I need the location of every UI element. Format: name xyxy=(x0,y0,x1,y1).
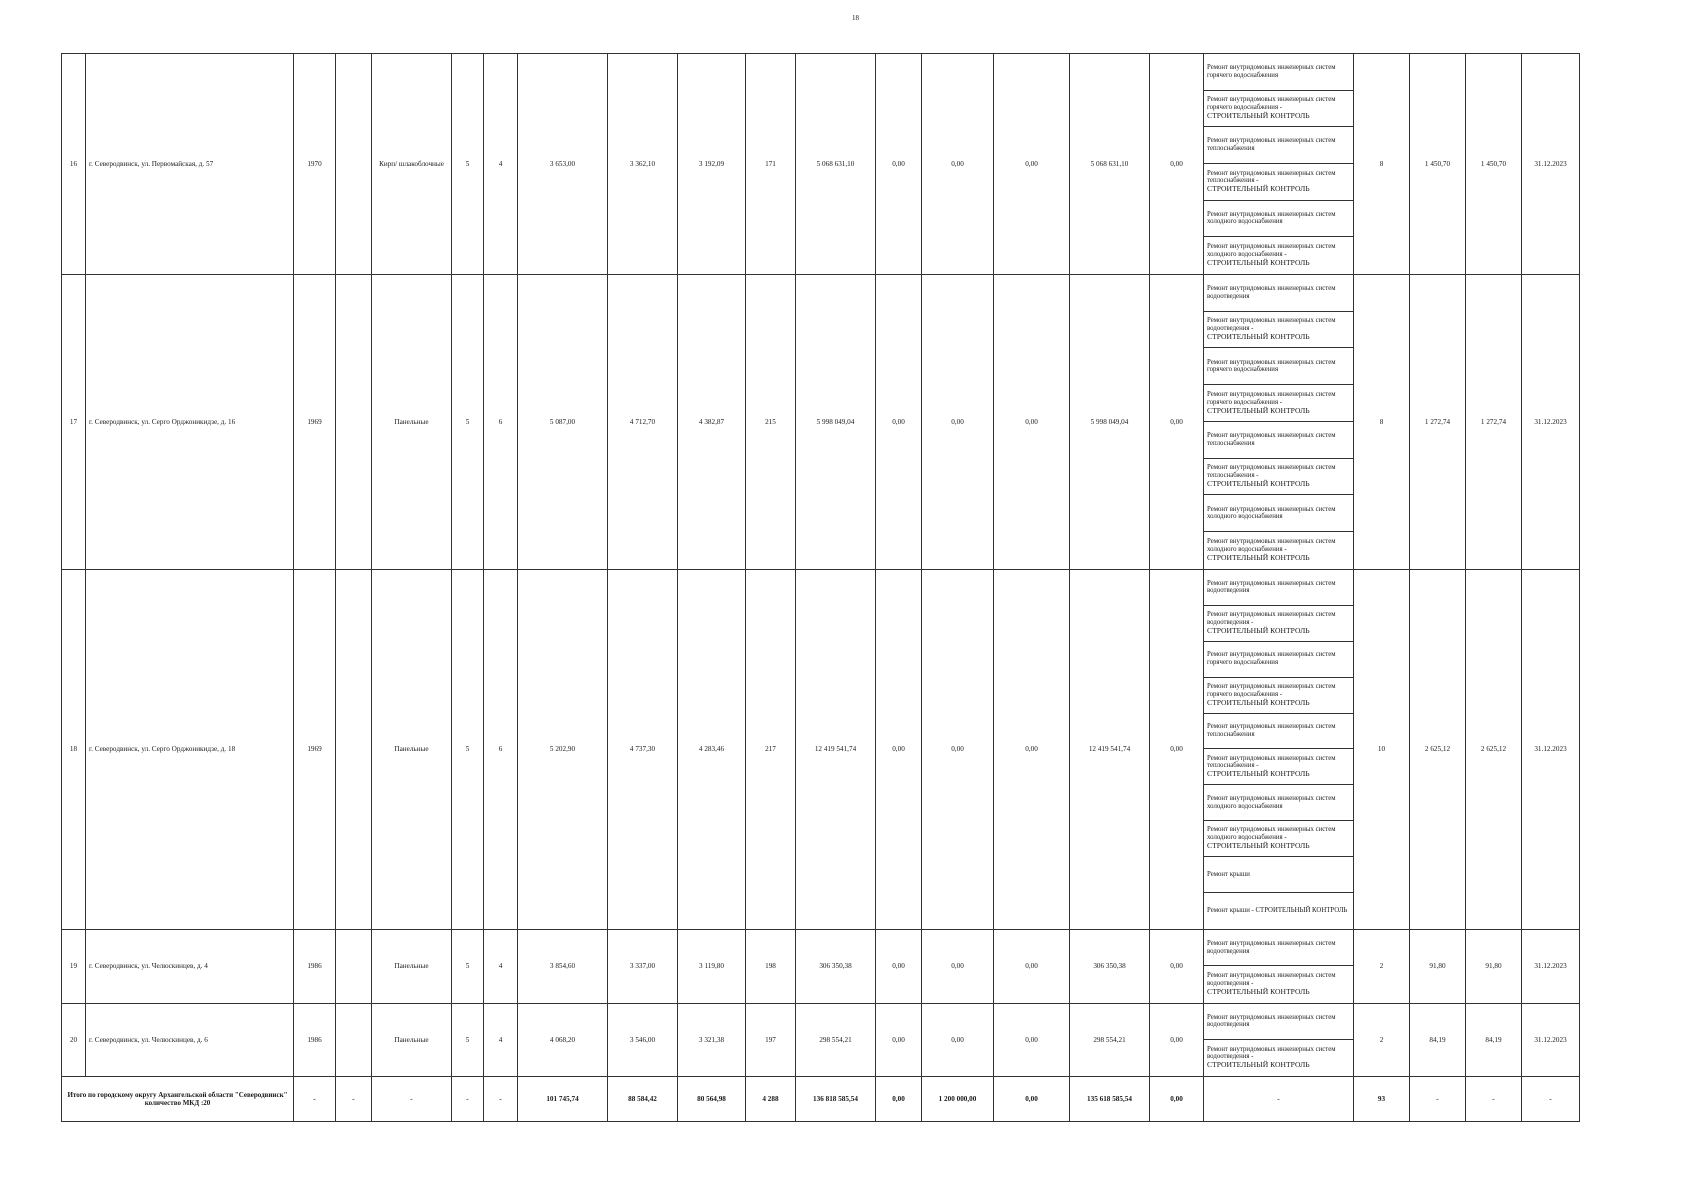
work-item xyxy=(1204,857,1353,893)
work-item xyxy=(1204,893,1353,929)
work-item-text: Ремонт внутридомовых инженерных систем холодного водоснабжения xyxy=(1207,210,1336,226)
cell-area-res: 4 382,87 xyxy=(678,274,746,569)
cell-fund-other: 0,00 xyxy=(1150,274,1204,569)
page-number: 18 xyxy=(852,14,859,22)
work-item-text: Ремонт внутридомовых инженерных систем горячего водоснабжения xyxy=(1207,64,1336,79)
work-item-control-text: СТРОИТЕЛЬНЫЙ КОНТРОЛЬ xyxy=(1207,332,1310,342)
cell-area-res: 3 321,38 xyxy=(678,1003,746,1076)
work-item-control-text: СТРОИТЕЛЬНЫЙ КОНТРОЛЬ xyxy=(1207,405,1310,415)
cell-floors: 5 xyxy=(452,929,484,1003)
work-item xyxy=(1204,606,1353,642)
cell-area-living: 3 546,00 xyxy=(608,1003,678,1076)
total-label: Итого по городскому округу Архангельской области "Северодвинск" количество МКД :20 xyxy=(62,1076,294,1121)
cell-deadline: 31.12.2023 xyxy=(1522,569,1580,929)
table-row xyxy=(62,929,1580,1003)
work-item xyxy=(1204,495,1353,532)
work-item xyxy=(1204,821,1353,857)
cell-area-total: 4 068,20 xyxy=(518,1003,608,1076)
cell-floors: 5 xyxy=(452,1003,484,1076)
work-item xyxy=(1204,966,1353,1003)
cell-fund-loc: 0,00 xyxy=(994,929,1070,1003)
total-unit-cost: - xyxy=(1410,1076,1466,1121)
total-year: - xyxy=(294,1076,336,1121)
work-item-control-text: СТРОИТЕЛЬНЫЙ КОНТРОЛЬ xyxy=(1207,479,1310,489)
work-item xyxy=(1204,275,1353,312)
cell-fund-loc: 0,00 xyxy=(994,569,1070,929)
cell-residents: 215 xyxy=(746,274,796,569)
cell-material: Кирп/ шлакоблочные xyxy=(372,54,452,275)
cell-fund-own: 5 998 049,04 xyxy=(1070,274,1150,569)
work-item xyxy=(1204,348,1353,385)
work-item-control-text: СТРОИТЕЛЬНЫЙ КОНТРОЛЬ xyxy=(1207,841,1310,851)
work-item-control-text: СТРОИТЕЛЬНЫЙ КОНТРОЛЬ xyxy=(1207,987,1310,997)
work-item-text: Ремонт внутридомовых инженерных систем теплоснабжения xyxy=(1207,723,1336,738)
work-item xyxy=(1204,532,1353,569)
total-works: - xyxy=(1204,1076,1354,1121)
cell-fund-reg: 0,00 xyxy=(922,929,994,1003)
cell-residents: 171 xyxy=(746,54,796,275)
cell-fund-reg: 0,00 xyxy=(922,54,994,275)
work-item xyxy=(1204,785,1353,821)
work-item xyxy=(1204,201,1353,238)
cell-entrances: 4 xyxy=(484,54,518,275)
work-item-text: Ремонт внутридомовых инженерных систем холодного водоснабжения - xyxy=(1207,826,1336,842)
cell-year: 1986 xyxy=(294,929,336,1003)
work-item xyxy=(1204,54,1353,91)
cell-residents: 217 xyxy=(746,569,796,929)
work-item-text: Ремонт внутридомовых инженерных систем холодного водоснабжения xyxy=(1207,505,1336,521)
work-item-text: Ремонт внутридомовых инженерных систем теплоснабжения - xyxy=(1207,464,1336,480)
cell-area-res: 3 192,09 xyxy=(678,54,746,275)
cell-cost-total: 298 554,21 xyxy=(796,1003,876,1076)
work-item-control-text: СТРОИТЕЛЬНЫЙ КОНТРОЛЬ xyxy=(1207,184,1310,194)
cell-fund-fed: 0,00 xyxy=(876,929,922,1003)
work-item xyxy=(1204,237,1353,274)
work-item-text: Ремонт внутридомовых инженерных систем водоотведения xyxy=(1207,939,1336,955)
total-area-total: 101 745,74 xyxy=(518,1076,608,1121)
cell-works-list xyxy=(1204,569,1354,929)
cell-fund-fed: 0,00 xyxy=(876,54,922,275)
cell-entrances: 6 xyxy=(484,274,518,569)
cell-unit-limit: 1 272,74 xyxy=(1466,274,1522,569)
cell-deadline: 31.12.2023 xyxy=(1522,54,1580,275)
table-row xyxy=(62,569,1580,929)
cell-area-living: 4 737,30 xyxy=(608,569,678,929)
work-item-text: Ремонт внутридомовых инженерных систем водоотведения - xyxy=(1207,317,1336,333)
cell-fund-other: 0,00 xyxy=(1150,54,1204,275)
work-item xyxy=(1204,127,1353,164)
work-item xyxy=(1204,164,1353,201)
total-floors: - xyxy=(452,1076,484,1121)
cell-blank xyxy=(336,929,372,1003)
work-item-text: Ремонт внутридомовых инженерных систем водоотведения - xyxy=(1207,1045,1336,1061)
cell-fund-fed: 0,00 xyxy=(876,569,922,929)
work-item-text: Ремонт внутридомовых инженерных систем горячего водоснабжения xyxy=(1207,651,1336,667)
cell-num: 17 xyxy=(62,274,86,569)
cell-num: 19 xyxy=(62,929,86,1003)
cell-works-list xyxy=(1204,54,1354,275)
cell-unit-limit: 84,19 xyxy=(1466,1003,1522,1076)
cell-fund-other: 0,00 xyxy=(1150,929,1204,1003)
cell-works-count: 8 xyxy=(1354,274,1410,569)
total-residents: 4 288 xyxy=(746,1076,796,1121)
work-item-text: Ремонт внутридомовых инженерных систем водоотведения xyxy=(1207,1013,1336,1029)
cell-blank xyxy=(336,569,372,929)
total-deadline: - xyxy=(1522,1076,1580,1121)
work-item-text: Ремонт внутридомовых инженерных систем водоотведения xyxy=(1207,285,1336,300)
cell-fund-other: 0,00 xyxy=(1150,1003,1204,1076)
cell-area-living: 3 362,10 xyxy=(608,54,678,275)
total-entrances: - xyxy=(484,1076,518,1121)
cell-address: г. Северодвинск, ул. Серго Орджоникидзе, д. 16 xyxy=(86,274,294,569)
work-item xyxy=(1204,1004,1353,1040)
cell-blank xyxy=(336,1003,372,1076)
cell-area-living: 3 337,00 xyxy=(608,929,678,1003)
work-item xyxy=(1204,422,1353,459)
work-item-control-text: СТРОИТЕЛЬНЫЙ КОНТРОЛЬ xyxy=(1207,697,1310,707)
cell-address: г. Северодвинск, ул. Челюскинцев, д. 4 xyxy=(86,929,294,1003)
work-item-text: Ремонт внутридомовых инженерных систем теплоснабжения xyxy=(1207,137,1336,153)
total-row xyxy=(62,1076,1580,1121)
cell-fund-reg: 0,00 xyxy=(922,274,994,569)
cell-blank xyxy=(336,54,372,275)
cell-cost-total: 5 068 631,10 xyxy=(796,54,876,275)
cell-num: 18 xyxy=(62,569,86,929)
cell-address: г. Северодвинск, ул. Челюскинцев, д. 6 xyxy=(86,1003,294,1076)
work-item-text: Ремонт внутридомовых инженерных систем водоотведения - xyxy=(1207,611,1336,626)
work-item-text: Ремонт внутридомовых инженерных систем холодного водоснабжения - xyxy=(1207,243,1336,259)
total-cost-total: 136 818 585,54 xyxy=(796,1076,876,1121)
work-item-text: Ремонт внутридомовых инженерных систем горячего водоснабжения - xyxy=(1207,682,1336,698)
work-item xyxy=(1204,91,1353,128)
cell-deadline: 31.12.2023 xyxy=(1522,1003,1580,1076)
work-item xyxy=(1204,930,1353,967)
cell-fund-loc: 0,00 xyxy=(994,54,1070,275)
cell-num: 16 xyxy=(62,54,86,275)
total-area-res: 80 564,98 xyxy=(678,1076,746,1121)
cell-fund-fed: 0,00 xyxy=(876,274,922,569)
work-item-text: Ремонт внутридомовых инженерных систем холодного водоснабжения - xyxy=(1207,538,1336,554)
work-item xyxy=(1204,1040,1353,1076)
table-row xyxy=(62,1003,1580,1076)
cell-year: 1986 xyxy=(294,1003,336,1076)
cell-area-res: 3 119,80 xyxy=(678,929,746,1003)
work-item-text: Ремонт внутридомовых инженерных систем водоотведения xyxy=(1207,579,1336,595)
work-item-text: Ремонт крыши xyxy=(1207,870,1250,878)
cell-year: 1969 xyxy=(294,569,336,929)
cell-unit-limit: 91,80 xyxy=(1466,929,1522,1003)
cell-unit-cost: 1 272,74 xyxy=(1410,274,1466,569)
cell-floors: 5 xyxy=(452,274,484,569)
cell-residents: 198 xyxy=(746,929,796,1003)
work-item-text: Ремонт внутридомовых инженерных систем холодного водоснабжения xyxy=(1207,794,1336,810)
total-unit-limit: - xyxy=(1466,1076,1522,1121)
work-item-control-text: СТРОИТЕЛЬНЫЙ КОНТРОЛЬ xyxy=(1207,769,1310,779)
cell-material: Панельные xyxy=(372,929,452,1003)
work-item xyxy=(1204,570,1353,606)
cell-address: г. Северодвинск, ул. Первомайская, д. 57 xyxy=(86,54,294,275)
work-item-text: Ремонт внутридомовых инженерных систем горячего водоснабжения - xyxy=(1207,96,1336,112)
cell-floors: 5 xyxy=(452,569,484,929)
cell-unit-limit: 2 625,12 xyxy=(1466,569,1522,929)
cell-cost-total: 306 350,38 xyxy=(796,929,876,1003)
cell-area-total: 5 202,90 xyxy=(518,569,608,929)
work-item-control-text: СТРОИТЕЛЬНЫЙ КОНТРОЛЬ xyxy=(1207,110,1310,120)
cell-material: Панельные xyxy=(372,274,452,569)
table-row xyxy=(62,54,1580,275)
cell-unit-cost: 84,19 xyxy=(1410,1003,1466,1076)
capital-repair-table xyxy=(61,53,1580,1122)
cell-blank xyxy=(336,274,372,569)
cell-fund-own: 5 068 631,10 xyxy=(1070,54,1150,275)
work-item xyxy=(1204,714,1353,750)
cell-unit-limit: 1 450,70 xyxy=(1466,54,1522,275)
work-item xyxy=(1204,678,1353,714)
work-item xyxy=(1204,749,1353,785)
work-item-text: Ремонт внутридомовых инженерных систем горячего водоснабжения xyxy=(1207,358,1336,374)
cell-entrances: 4 xyxy=(484,1003,518,1076)
cell-fund-other: 0,00 xyxy=(1150,569,1204,929)
work-item-control-text: СТРОИТЕЛЬНЫЙ КОНТРОЛЬ xyxy=(1207,1060,1310,1070)
cell-works-list xyxy=(1204,274,1354,569)
cell-area-living: 4 712,70 xyxy=(608,274,678,569)
total-fund-other: 0,00 xyxy=(1150,1076,1204,1121)
work-item-text: Ремонт крыши - СТРОИТЕЛЬНЫЙ КОНТРОЛЬ xyxy=(1207,906,1348,914)
cell-area-total: 3 653,00 xyxy=(518,54,608,275)
cell-works-count: 8 xyxy=(1354,54,1410,275)
work-item-text: Ремонт внутридомовых инженерных систем теплоснабжения xyxy=(1207,432,1336,447)
total-blank: - xyxy=(336,1076,372,1121)
total-area-living: 88 584,42 xyxy=(608,1076,678,1121)
cell-residents: 197 xyxy=(746,1003,796,1076)
cell-material: Панельные xyxy=(372,1003,452,1076)
cell-fund-fed: 0,00 xyxy=(876,1003,922,1076)
work-item xyxy=(1204,385,1353,422)
total-fund-reg: 1 200 000,00 xyxy=(922,1076,994,1121)
cell-fund-reg: 0,00 xyxy=(922,569,994,929)
cell-entrances: 4 xyxy=(484,929,518,1003)
cell-fund-reg: 0,00 xyxy=(922,1003,994,1076)
work-item-control-text: СТРОИТЕЛЬНЫЙ КОНТРОЛЬ xyxy=(1207,258,1310,268)
work-item-control-text: СТРОИТЕЛЬНЫЙ КОНТРОЛЬ xyxy=(1207,553,1310,563)
work-item xyxy=(1204,312,1353,349)
cell-works-count: 2 xyxy=(1354,929,1410,1003)
cell-year: 1969 xyxy=(294,274,336,569)
cell-cost-total: 5 998 049,04 xyxy=(796,274,876,569)
total-works-count: 93 xyxy=(1354,1076,1410,1121)
total-fund-own: 135 618 585,54 xyxy=(1070,1076,1150,1121)
cell-cost-total: 12 419 541,74 xyxy=(796,569,876,929)
cell-area-total: 5 087,00 xyxy=(518,274,608,569)
cell-fund-own: 306 350,38 xyxy=(1070,929,1150,1003)
cell-works-count: 10 xyxy=(1354,569,1410,929)
cell-address: г. Северодвинск, ул. Серго Орджоникидзе, д. 18 xyxy=(86,569,294,929)
work-item-text: Ремонт внутридомовых инженерных систем теплоснабжения - xyxy=(1207,754,1336,770)
cell-year: 1970 xyxy=(294,54,336,275)
work-item-text: Ремонт внутридомовых инженерных систем водоотведения - xyxy=(1207,972,1336,988)
cell-entrances: 6 xyxy=(484,569,518,929)
cell-fund-own: 12 419 541,74 xyxy=(1070,569,1150,929)
cell-material: Панельные xyxy=(372,569,452,929)
work-item xyxy=(1204,459,1353,496)
cell-unit-cost: 2 625,12 xyxy=(1410,569,1466,929)
cell-works-list xyxy=(1204,929,1354,1003)
cell-fund-loc: 0,00 xyxy=(994,1003,1070,1076)
work-item-text: Ремонт внутридомовых инженерных систем теплоснабжения - xyxy=(1207,169,1336,185)
cell-fund-loc: 0,00 xyxy=(994,274,1070,569)
cell-num: 20 xyxy=(62,1003,86,1076)
total-fund-fed: 0,00 xyxy=(876,1076,922,1121)
table-row xyxy=(62,274,1580,569)
cell-deadline: 31.12.2023 xyxy=(1522,929,1580,1003)
cell-unit-cost: 91,80 xyxy=(1410,929,1466,1003)
work-item-control-text: СТРОИТЕЛЬНЫЙ КОНТРОЛЬ xyxy=(1207,625,1310,635)
work-item xyxy=(1204,642,1353,678)
cell-works-list xyxy=(1204,1003,1354,1076)
work-item-text: Ремонт внутридомовых инженерных систем горячего водоснабжения - xyxy=(1207,390,1336,406)
total-material: - xyxy=(372,1076,452,1121)
cell-works-count: 2 xyxy=(1354,1003,1410,1076)
total-fund-loc: 0,00 xyxy=(994,1076,1070,1121)
cell-area-res: 4 283,46 xyxy=(678,569,746,929)
cell-floors: 5 xyxy=(452,54,484,275)
cell-unit-cost: 1 450,70 xyxy=(1410,54,1466,275)
cell-area-total: 3 854,60 xyxy=(518,929,608,1003)
cell-deadline: 31.12.2023 xyxy=(1522,274,1580,569)
cell-fund-own: 298 554,21 xyxy=(1070,1003,1150,1076)
